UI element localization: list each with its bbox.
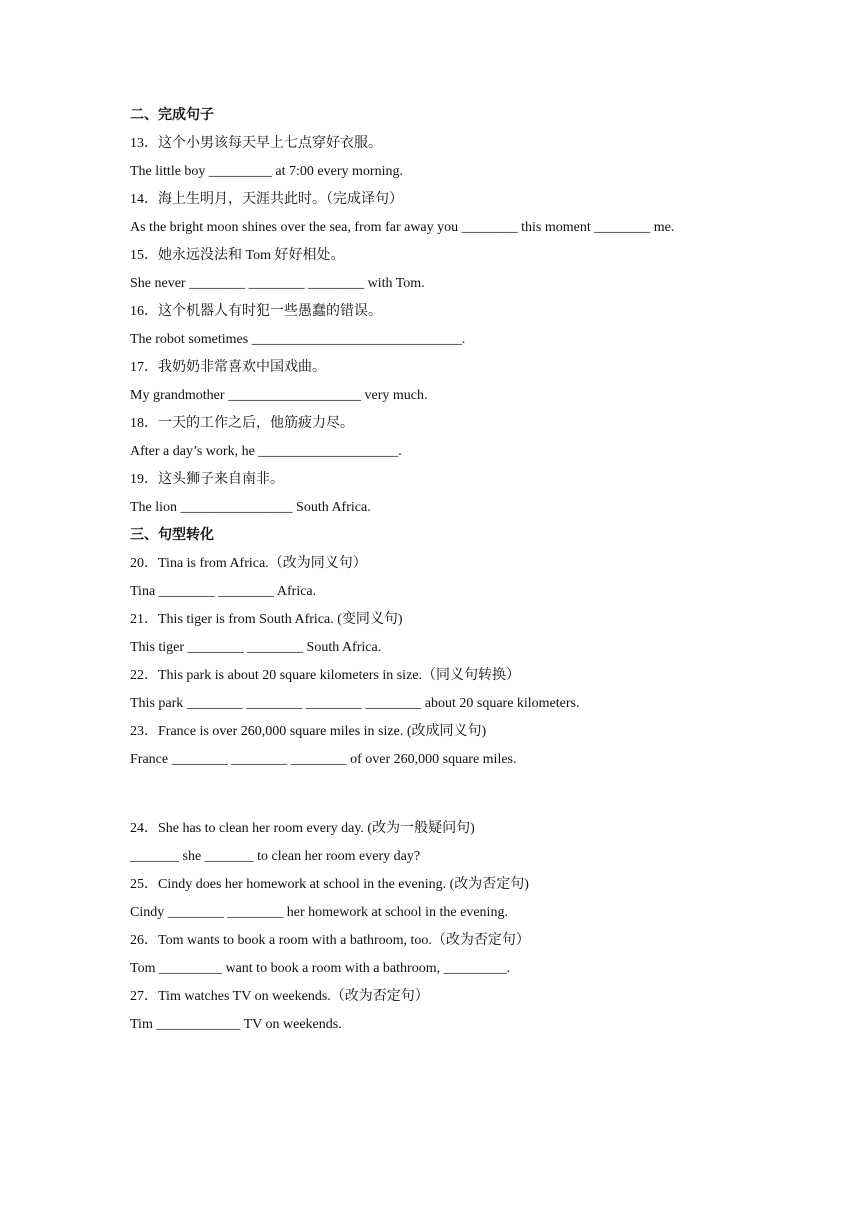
question-14-answer-line: As the bright moon shines over the sea, from far away you ________ this moment ________ me. xyxy=(130,220,675,235)
question-24-prompt: 24．She has to clean her room every day. (改为一般疑问句) xyxy=(130,821,475,836)
question-26-prompt: 26．Tom wants to book a room with a bathroom, too.（改为否定句） xyxy=(130,933,530,948)
question-15-answer-line: She never ________ ________ ________ with Tom. xyxy=(130,276,425,291)
question-23-prompt: 23．France is over 260,000 square miles in size. (改成同义句) xyxy=(130,724,487,739)
question-16-answer-line: The robot sometimes ______________________________. xyxy=(130,332,466,347)
question-17-prompt: 17．我奶奶非常喜欢中国戏曲。 xyxy=(130,360,326,375)
question-25-answer-line: Cindy ________ ________ her homework at school in the evening. xyxy=(130,905,508,920)
question-23-answer-line: France ________ ________ ________ of over 260,000 square miles. xyxy=(130,752,517,767)
question-19-prompt: 19．这头狮子来自南非。 xyxy=(130,472,284,487)
question-26-answer-line: Tom _________ want to book a room with a bathroom, _________. xyxy=(130,961,511,976)
question-15-prompt: 15．她永远没法和 Tom 好好相处。 xyxy=(130,248,345,263)
question-13-answer-line: The little boy _________ at 7:00 every morning. xyxy=(130,164,403,179)
question-18-answer-line: After a day’s work, he ____________________. xyxy=(130,444,402,459)
question-27-prompt: 27．Tim watches TV on weekends.（改为否定句） xyxy=(130,989,429,1004)
question-17-answer-line: My grandmother ___________________ very much. xyxy=(130,388,428,403)
worksheet-page xyxy=(130,102,770,1039)
blank-gap xyxy=(130,774,770,815)
question-16-prompt: 16．这个机器人有时犯一些愚蠢的错误。 xyxy=(130,304,382,319)
question-20-prompt: 20．Tina is from Africa.（改为同义句） xyxy=(130,556,367,571)
question-21-prompt: 21．This tiger is from South Africa. (变同义句) xyxy=(130,612,403,627)
question-22-prompt: 22．This park is about 20 square kilometers in size.（同义句转换） xyxy=(130,668,520,683)
question-14-prompt: 14．海上生明月，天涯共此时。（完成译句） xyxy=(130,192,403,207)
question-18-prompt: 18．一天的工作之后，他筋疲力尽。 xyxy=(130,416,354,431)
question-25-prompt: 25．Cindy does her homework at school in the evening. (改为否定句) xyxy=(130,877,529,892)
question-27-answer-line: Tim ____________ TV on weekends. xyxy=(130,1017,342,1032)
question-24-answer-line: _______ she _______ to clean her room every day? xyxy=(130,849,421,864)
section-title-complete-sentences: 二、完成句子 xyxy=(130,108,214,123)
question-21-answer-line: This tiger ________ ________ South Africa. xyxy=(130,640,382,655)
question-19-answer-line: The lion ________________ South Africa. xyxy=(130,500,371,515)
question-13-prompt: 13．这个小男该每天早上七点穿好衣服。 xyxy=(130,136,382,151)
question-20-answer-line: Tina ________ ________ Africa. xyxy=(130,584,317,599)
question-22-answer-line: This park ________ ________ ________ ________ about 20 square kilometers. xyxy=(130,696,580,711)
section-title-sentence-transformation: 三、句型转化 xyxy=(130,528,214,543)
